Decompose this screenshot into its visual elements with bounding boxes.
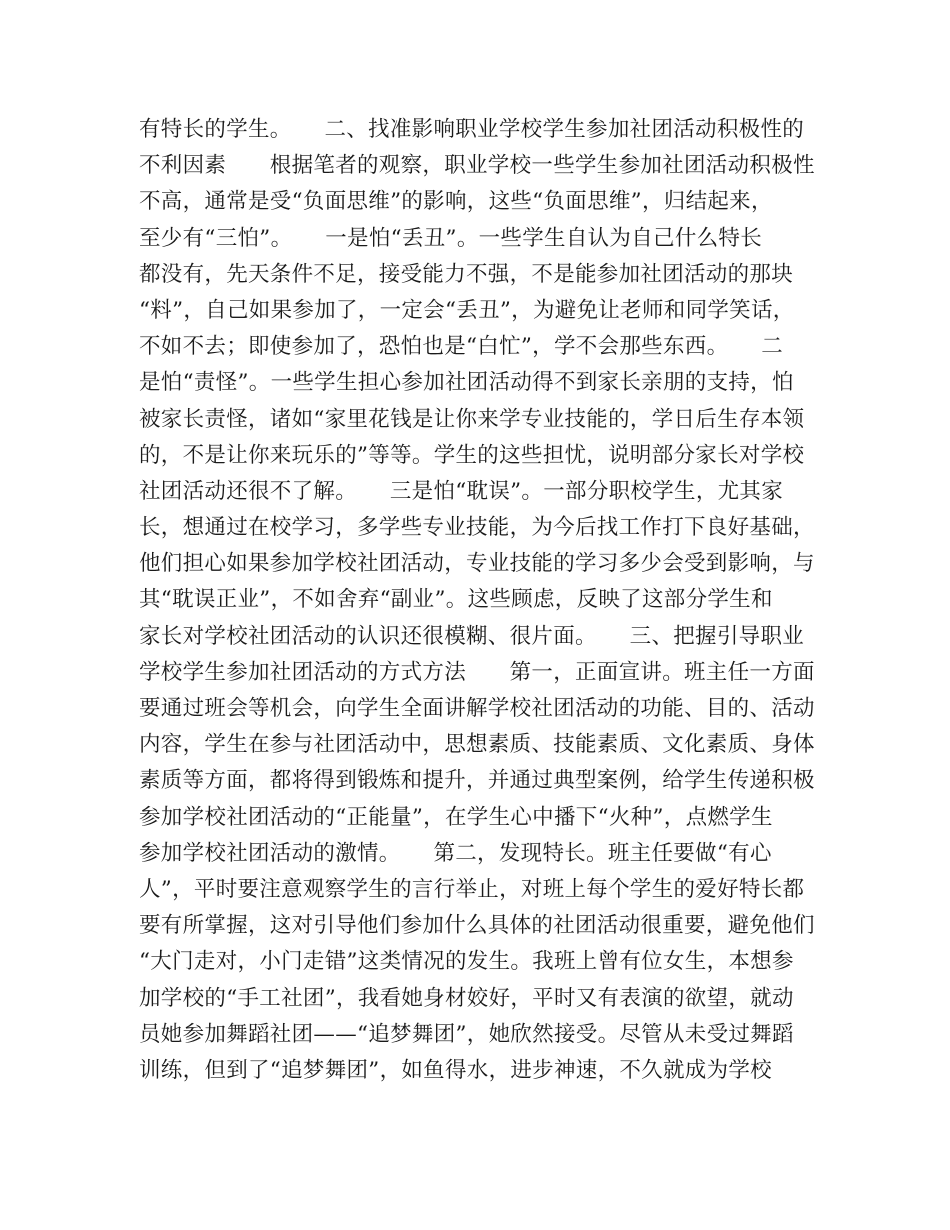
text-line: 家长对学校社团活动的认识还很模糊、很片面。 三、把握引导职业: [139, 623, 805, 649]
text-line: “料”，自己如果参加了，一定会“丢丑”，为避免让老师和同学笑话，: [139, 297, 795, 323]
text-line: 要通过班会等机会，向学生全面讲解学校社团活动的功能、目的、活动: [139, 696, 815, 721]
text-line: 参加学校社团活动的激情。 第二，发现特长。班主任要做“有心: [139, 840, 772, 866]
text-line: 不高，通常是受“负面思维”的影响，这些“负面思维”，归结起来，: [139, 189, 773, 215]
text-line: 其“耽误正业”，不如舍弃“副业”。这些顾虑，反映了这部分学生和: [139, 587, 773, 613]
text-line: 学校学生参加社团活动的方式方法 第一，正面宣讲。班主任一方面: [139, 659, 815, 685]
text-line: 训练，但到了“追梦舞团”，如鱼得水，进步神速，不久就成为学校: [139, 1057, 772, 1083]
text-line: 人”，平时要注意观察学生的言行举止，对班上每个学生的爱好特长都: [139, 876, 805, 902]
text-line: 社团活动还很不了解。 三是怕“耽误”。一部分职校学生，尤其家: [139, 478, 784, 504]
text-line: 至少有“三怕”。 一是怕“丢丑”。一些学生自认为自己什么特长: [139, 225, 763, 251]
text-line: 的，不是让你来玩乐的”等等。学生的这些担忧，说明部分家长对学校: [139, 442, 805, 468]
text-line: 员她参加舞蹈社团——“追梦舞团”，她欣然接受。尽管从未受过舞蹈: [139, 1021, 794, 1047]
text-line: “大门走对，小门走错”这类情况的发生。我班上曾有位女生，本想参: [139, 949, 794, 975]
text-line: 都没有，先天条件不足，接受能力不强，不是能参加社团活动的那块: [139, 261, 794, 287]
text-line: 有特长的学生。 二、找准影响职业学校学生参加社团活动积极性的: [139, 117, 805, 142]
text-line: 是怕“责怪”。一些学生担心参加社团活动得不到家长亲朋的支持，怕: [139, 370, 794, 396]
text-line: 参加学校社团活动的“正能量”，在学生心中播下“火种”，点燃学生: [139, 804, 773, 830]
text-line: 不如不去；即使参加了，恐怕也是“白忙”，学不会那些东西。 二: [139, 334, 784, 360]
text-line: 长，想通过在校学习，多学些专业技能，为今后找工作打下良好基础，: [139, 515, 815, 541]
text-line: 不利因素 根据笔者的观察，职业学校一些学生参加社团活动积极性: [139, 153, 815, 179]
text-line: 加学校的“手工社团”，我看她身材姣好，平时又有表演的欲望，就动: [139, 985, 794, 1011]
body-text: [139, 112, 829, 1089]
text-line: 内容，学生在参与社团活动中，思想素质、技能素质、文化素质、身体: [139, 732, 815, 758]
text-line: 被家长责怪，诸如“家里花钱是让你来学专业技能的，学日后生存本领: [139, 406, 805, 432]
text-line: 他们担心如果参加学校社团活动，专业技能的学习多少会受到影响，与: [139, 551, 815, 577]
text-line: 素质等方面，都将得到锻炼和提升，并通过典型案例，给学生传递积极: [139, 768, 815, 794]
text-line: 要有所掌握，这对引导他们参加什么具体的社团活动很重要，避免他们: [139, 913, 815, 939]
